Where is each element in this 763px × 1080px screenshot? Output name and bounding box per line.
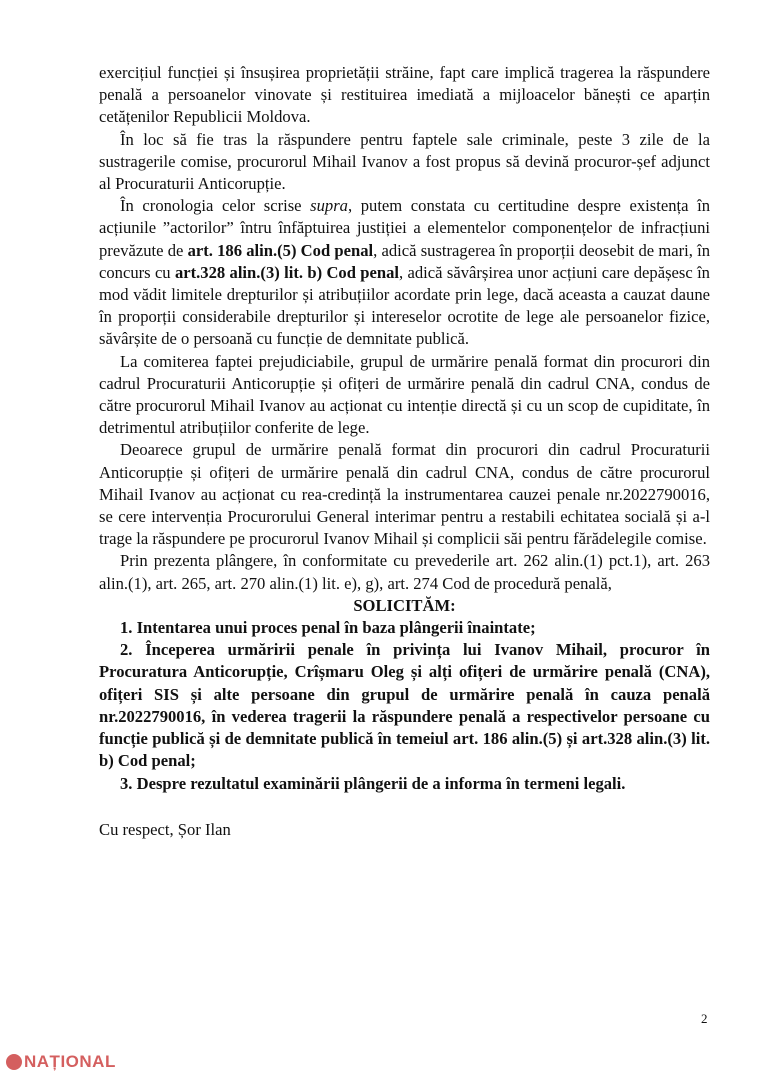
paragraph-3-part-g: , adică săvârșirea unor acțiuni care depășesc în mod vădit limitele drepturilor și atribuțiilor acordate prin lege, dacă aceasta a cauzat daune în proporții considerabile drepturilor și intereselor ocrotite de lege ale persoanelor fizice, săvârșite de o persoană cu funcție de demnitate publică. <box>99 262 710 349</box>
paragraph-6: Prin prezenta plângere, în conformitate cu prevederile art. 262 alin.(1) pct.1), art. 263 alin.(1), art. 265, art. 270 alin.(1) lit. e), g), art. 274 Cod de procedură penală, <box>99 551 710 593</box>
request-item-3: 3. Despre rezultatul examinării plângerii de a informa în termeni legali. <box>120 773 626 793</box>
paragraph-3-part-c: , putem constata cu certitudine despre existența în acțiunile ”actorilor” întru înfăptuirea justiției a elementelor componențelor de infracțiuni prevăzute de <box>99 196 710 260</box>
document-body <box>99 62 710 841</box>
paragraph-3-part-e: , adică sustragerea în proporții deosebit de mari, în concurs cu <box>99 240 711 282</box>
requests-heading: SOLICITĂM: <box>353 595 456 615</box>
paragraph-1: exercițiul funcției și însușirea proprietății străine, fapt care implică tragerea la răspundere penală a persoanelor vinovate și restituirea imediată a mijloacelor bănești ce aparțin cetățenilor Republicii Moldova. <box>99 63 710 127</box>
paragraph-3 <box>99 195 710 350</box>
paragraph-5: Deoarece grupul de urmărire penală format din procurori din cadrul Procuraturii Anticorupție și ofițeri de urmărire penală din cadrul CNA, condus de către procurorul Mihail Ivanov au acționat cu rea-credință la instrumentarea cauzei penale nr.2022790016, se cere intervenția Procurorului General interimar pentru a restabili echitatea socială și a-l trage la răspundere pe procurorul Ivanov Mihail și complicii săi pentru fărădelegile comise. <box>99 440 710 549</box>
watermark-text: NAȚIONAL <box>24 1052 116 1071</box>
paragraph-2: În loc să fie tras la răspundere pentru faptele sale criminale, peste 3 zile de la sustragerile comise, procurorul Mihail Ivanov a fost propus să devină procuror-șef adjunct al Procuraturii Anticorupție. <box>99 129 710 194</box>
logo-mark-icon <box>6 1054 22 1070</box>
signature: Cu respect, Șor Ilan <box>99 819 231 839</box>
paragraph-4: La comiterea faptei prejudiciabile, grupul de urmărire penală format din procurori din cadrul Procuraturii Anticorupție și ofițeri de urmărire penală din cadrul CNA, condus de către procurorul Mihail Ivanov au acționat cu intenție directă și cu un scop de cupiditate, în detrimentul atribuțiilor conferite de lege. <box>99 351 710 438</box>
watermark-logo <box>6 1052 116 1072</box>
paragraph-3-italic-supra: supra <box>310 196 348 216</box>
request-item-1: 1. Intentarea unui proces penal în baza plângerii înaintate; <box>120 618 536 638</box>
request-item-2: 2. Începerea urmăririi penale în privința lui Ivanov Mihail, procuror în Procuratura Anticorupție, Crîșmaru Oleg și alți ofițeri de urmărire penală (CNA), ofițeri SIS și alte persoane din grupul de urmărire penală în cauza penală nr.2022790016, în vederea tragerii la răspundere penală a respectivelor persoane cu funcție publică și de demnitate publică în temeiul art. 186 alin.(5) și art.328 alin.(3) lit. b) Cod penal; <box>99 640 710 771</box>
paragraph-3-bold-art328: art.328 alin.(3) lit. b) Cod penal <box>174 262 400 282</box>
paragraph-3-bold-art186: art. 186 alin.(5) Cod penal <box>187 240 374 260</box>
page-number: 2 <box>701 1011 708 1026</box>
paragraph-3-part-a: În cronologia celor scrise <box>120 196 311 216</box>
